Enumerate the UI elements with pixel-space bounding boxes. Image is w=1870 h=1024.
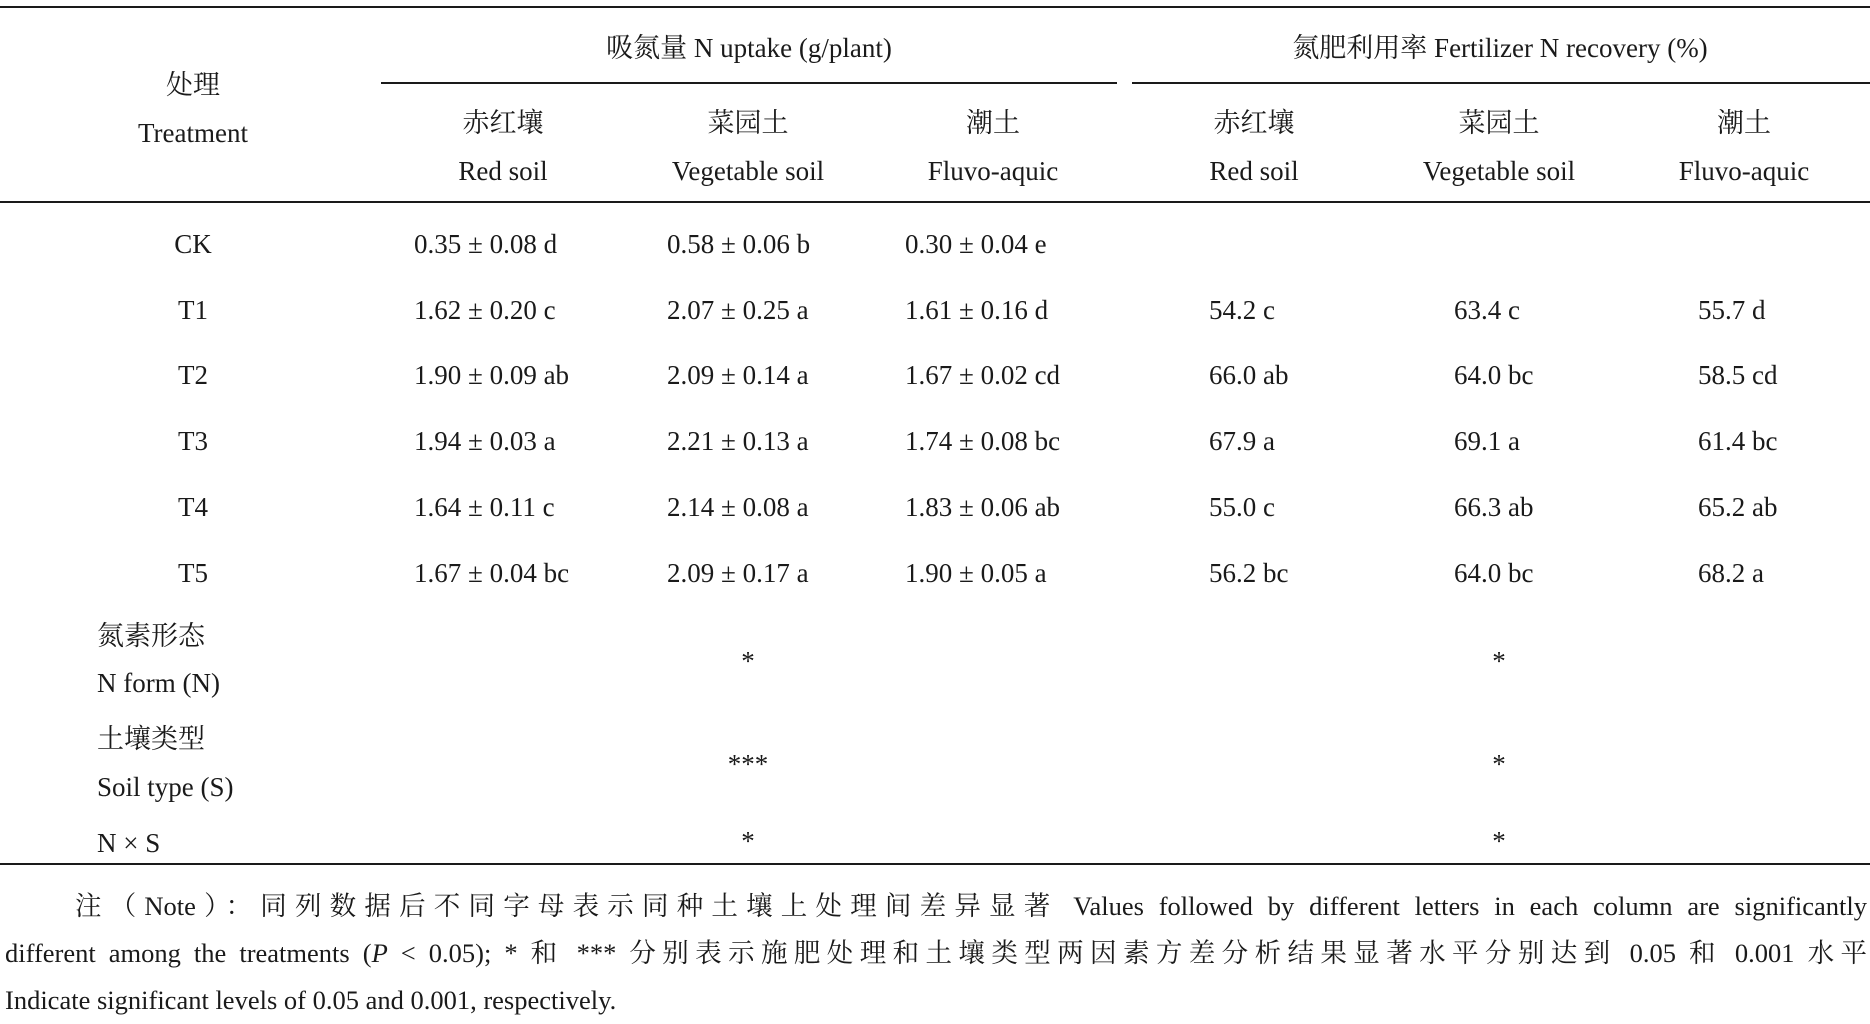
table-footnote <box>5 883 1867 1024</box>
cell-recovery-red: 56.2 bc <box>1209 558 1289 588</box>
cell-uptake-red: 0.35 ± 0.08 d <box>414 229 558 259</box>
row-label: T2 <box>178 360 208 390</box>
header-bottom-rule <box>0 201 1870 203</box>
cell-uptake-red: 1.94 ± 0.03 a <box>414 426 556 456</box>
cell-recovery-fluvo: 68.2 a <box>1698 558 1764 588</box>
cell-recovery-red: 55.0 c <box>1209 492 1275 522</box>
cell-uptake-fluvo: 1.61 ± 0.16 d <box>905 295 1049 325</box>
row-label: T5 <box>178 558 208 588</box>
footnote-p-symbol: P <box>371 938 388 968</box>
anova-uptake-significance: * <box>741 826 755 856</box>
cell-uptake-red: 1.90 ± 0.09 ab <box>414 360 570 390</box>
cell-recovery-fluvo: 61.4 bc <box>1698 426 1778 456</box>
cell-recovery-red: 54.2 c <box>1209 295 1275 325</box>
row-label: T3 <box>178 426 208 456</box>
group1-rule <box>381 82 1117 84</box>
cell-uptake-veg: 2.21 ± 0.13 a <box>667 426 809 456</box>
cell-uptake-fluvo: 0.30 ± 0.04 e <box>905 229 1047 259</box>
col-header-uptake-veg-cn: 菜园土 <box>707 108 789 138</box>
anova-recovery-significance: * <box>1492 646 1506 676</box>
treatment-header-cn: 处理 <box>166 70 220 100</box>
cell-recovery-veg: 64.0 bc <box>1454 558 1534 588</box>
anova-recovery-significance: * <box>1492 826 1506 856</box>
cell-uptake-red: 1.67 ± 0.04 bc <box>414 558 570 588</box>
cell-uptake-veg: 2.07 ± 0.25 a <box>667 295 809 325</box>
anova-label-en: N × S <box>97 828 161 858</box>
cell-uptake-fluvo: 1.74 ± 0.08 bc <box>905 426 1061 456</box>
cell-uptake-red: 1.62 ± 0.20 c <box>414 295 556 325</box>
col-header-uptake-fluvo-cn: 潮土 <box>966 108 1020 138</box>
col-header-recovery-red-cn: 赤红壤 <box>1213 108 1295 138</box>
row-label: T4 <box>178 492 208 522</box>
row-label: T1 <box>178 295 208 325</box>
cell-uptake-veg: 2.14 ± 0.08 a <box>667 492 809 522</box>
cell-uptake-veg: 2.09 ± 0.17 a <box>667 558 809 588</box>
cell-recovery-red: 67.9 a <box>1209 426 1275 456</box>
col-header-uptake-veg-en: Vegetable soil <box>671 156 825 186</box>
top-rule <box>0 6 1870 8</box>
cell-recovery-veg: 64.0 bc <box>1454 360 1534 390</box>
treatment-header-en: Treatment <box>138 118 248 148</box>
col-header-recovery-veg-en: Vegetable soil <box>1422 156 1576 186</box>
cell-recovery-veg: 63.4 c <box>1454 295 1520 325</box>
group-header-n-recovery: 氮肥利用率 Fertilizer N recovery (%) <box>1292 33 1708 63</box>
group2-rule <box>1132 82 1870 84</box>
anova-label-en: N form (N) <box>97 668 220 698</box>
footnote-line-1: 注（Note）：同列数据后不同字母表示同种土壤上处理间差异显著 Values followed by different letters in each column are significantly <box>75 891 1867 921</box>
cell-uptake-fluvo: 1.90 ± 0.05 a <box>905 558 1047 588</box>
footnote-line-2 <box>5 930 1867 977</box>
col-header-uptake-fluvo-en: Fluvo-aquic <box>927 156 1059 186</box>
anova-recovery-significance: * <box>1492 749 1506 779</box>
anova-label-cn: 氮素形态 <box>97 621 205 651</box>
col-header-recovery-veg-cn: 菜园土 <box>1458 108 1540 138</box>
col-header-uptake-red-en: Red soil <box>458 156 548 186</box>
anova-label-en: Soil type (S) <box>97 772 234 802</box>
col-header-uptake-red-cn: 赤红壤 <box>462 108 544 138</box>
anova-label-cn: 土壤类型 <box>97 724 205 754</box>
footnote-line-2-end: < 0.05); * 和 *** 分别表示施肥处理和土壤类型两因素方差分析结果显著水平分别达到 0.05 和 0.001 水平 <box>387 938 1867 968</box>
cell-recovery-veg: 69.1 a <box>1454 426 1520 456</box>
group-header-n-uptake: 吸氮量 N uptake (g/plant) <box>606 33 892 63</box>
footnote-line-2-start: different among the treatments ( <box>5 938 372 968</box>
col-header-recovery-fluvo-cn: 潮土 <box>1717 108 1771 138</box>
anova-uptake-significance: *** <box>727 749 769 779</box>
cell-uptake-fluvo: 1.67 ± 0.02 cd <box>905 360 1061 390</box>
cell-uptake-red: 1.64 ± 0.11 c <box>414 492 555 522</box>
cell-recovery-fluvo: 65.2 ab <box>1698 492 1778 522</box>
col-header-recovery-red-en: Red soil <box>1209 156 1299 186</box>
anova-uptake-significance: * <box>741 646 755 676</box>
footnote-line-3: Indicate significant levels of 0.05 and 0.001, respectively. <box>5 985 617 1015</box>
col-header-recovery-fluvo-en: Fluvo-aquic <box>1678 156 1810 186</box>
cell-recovery-fluvo: 55.7 d <box>1698 295 1766 325</box>
cell-recovery-fluvo: 58.5 cd <box>1698 360 1778 390</box>
cell-recovery-red: 66.0 ab <box>1209 360 1289 390</box>
cell-uptake-fluvo: 1.83 ± 0.06 ab <box>905 492 1061 522</box>
cell-uptake-veg: 2.09 ± 0.14 a <box>667 360 809 390</box>
cell-uptake-veg: 0.58 ± 0.06 b <box>667 229 811 259</box>
bottom-rule <box>0 863 1870 865</box>
cell-recovery-veg: 66.3 ab <box>1454 492 1534 522</box>
row-label: CK <box>174 229 212 259</box>
